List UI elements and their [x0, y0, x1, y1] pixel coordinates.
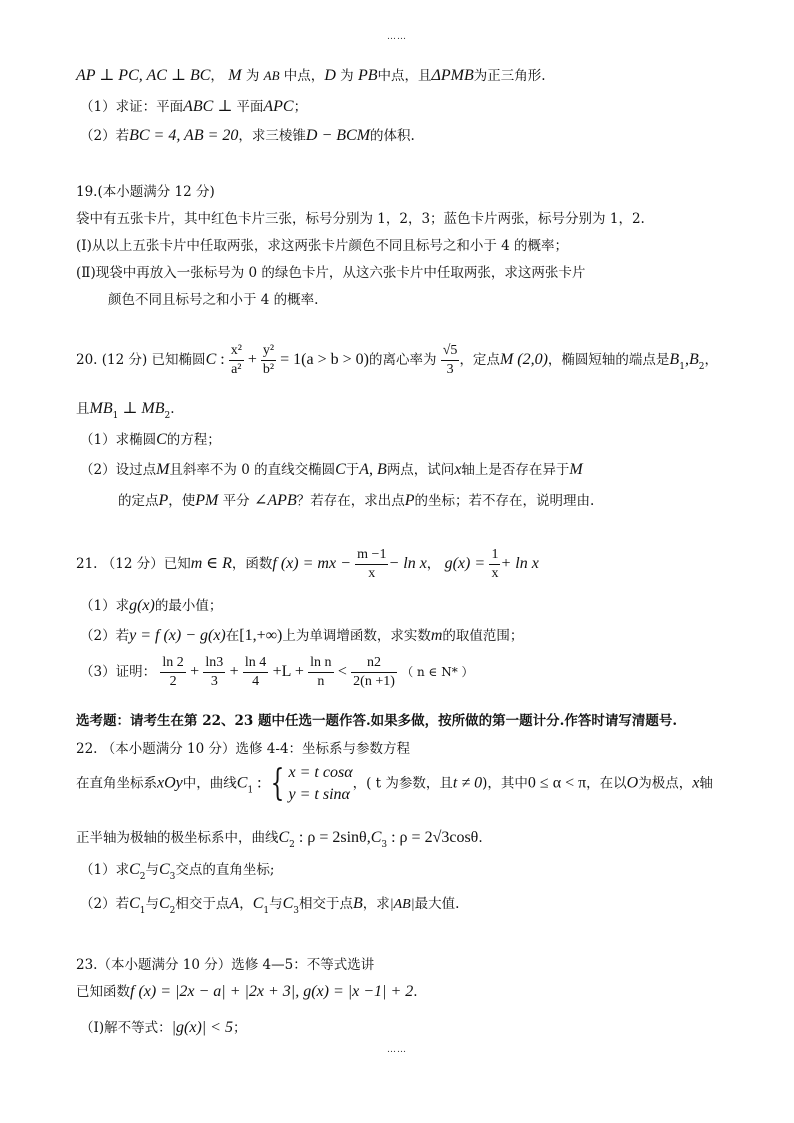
triangle-pmb: ΔPMB	[431, 67, 474, 84]
text: 为	[241, 68, 264, 84]
denominator: n	[317, 674, 325, 689]
numerator: √5	[441, 344, 460, 361]
plus: +	[229, 663, 239, 680]
text: 上为单调增函数，求实数	[282, 628, 431, 644]
alpha-range: 0 ≤ α < π	[527, 774, 587, 792]
fraction-x2-a2	[229, 344, 244, 377]
g-definition-tail: + ln x	[500, 555, 539, 572]
curve-c2: C	[278, 829, 290, 846]
denominator: 2(n +1)	[353, 674, 395, 689]
text: .	[170, 401, 175, 417]
text: 交点的直角坐标;	[175, 862, 275, 878]
text: 的最小值；	[154, 598, 223, 614]
text: （1）求	[80, 862, 130, 878]
parametric-system	[289, 762, 353, 806]
text: ，	[426, 556, 441, 572]
subscript: 3	[293, 906, 299, 916]
segment-ab: AB	[263, 68, 280, 83]
text: 与	[145, 896, 159, 912]
curve-c1: C	[252, 895, 264, 912]
point-b1: B	[669, 351, 680, 368]
q18-perp-conditions: AP ⊥ PC, AC ⊥ BC	[76, 67, 211, 84]
fraction-lnn-n	[308, 656, 333, 689]
y-expression: y = f (x) − g(x)	[129, 627, 226, 644]
c2-equation: : ρ = 2sinθ,	[294, 829, 371, 846]
numerator: 1	[489, 548, 500, 565]
q20-perp-line	[76, 397, 175, 421]
q22-part-2	[80, 892, 459, 916]
q22-stem-line	[76, 762, 713, 806]
text: 且	[76, 401, 90, 417]
text: （2）若	[80, 628, 130, 644]
subscript: 2	[139, 872, 146, 882]
q20-stem-line	[76, 344, 718, 377]
left-brace: {	[270, 763, 284, 804]
text: 的体积.	[370, 128, 415, 144]
y-equation: y = t sinα	[288, 786, 350, 803]
text: 与	[269, 896, 283, 912]
segment-pm: PM	[195, 492, 219, 509]
x-axis: x	[454, 461, 462, 478]
footer-dots: ……	[387, 1045, 407, 1055]
denominator: 4	[252, 674, 260, 689]
coordinate-system: xOy	[157, 774, 183, 792]
text: 正半轴为极轴的极坐标系中，曲线	[76, 830, 279, 846]
c3-equation: : ρ = 2√3cosθ	[387, 829, 479, 846]
text: ，	[239, 896, 253, 912]
q21-stem-line	[76, 548, 539, 581]
inequality: |g(x)| < 5	[171, 1019, 233, 1036]
fraction-n2-over-2n1	[351, 656, 397, 689]
subscript: 1	[247, 785, 254, 796]
subscript: 1	[263, 906, 270, 916]
point-p: P	[158, 492, 169, 509]
plane-abc: ABC	[183, 98, 214, 115]
q21-part-3	[80, 656, 474, 689]
q19-part-2-cont: 颜色不同且标号之和小于 4 的概率.	[108, 292, 319, 308]
numerator: ln 4	[243, 656, 268, 673]
text: （2）若	[80, 896, 130, 912]
text: （1）求椭圆	[80, 432, 157, 448]
numerator: y²	[261, 344, 276, 361]
segment-mb2: MB	[141, 400, 165, 417]
subscript: 2	[289, 840, 295, 850]
f-definition-tail: − ln x	[388, 555, 427, 572]
q21-part-2	[80, 624, 523, 645]
x-axis: x	[692, 774, 700, 792]
fraction-sqrt5-3	[441, 344, 460, 377]
sep: ，	[210, 68, 224, 84]
header-dots: ……	[387, 32, 407, 42]
perp-symbol: ⊥	[118, 400, 142, 417]
text: 且斜率不为 0 的直线交椭圆	[169, 462, 336, 478]
point-m: M	[228, 67, 242, 84]
denominator: 2	[169, 674, 177, 689]
text: ，求三棱锥	[238, 128, 306, 144]
segment-pb: PB	[357, 67, 378, 84]
angle-apb: ∠APB	[253, 492, 297, 509]
text: 的坐标；若不存在，说明理由.	[414, 493, 595, 509]
q22-title: 22. （本小题满分 10 分）选修 4-4：坐标系与参数方程	[76, 741, 411, 757]
text: ，求	[362, 896, 390, 912]
g-definition: g(x) =	[444, 555, 486, 572]
text: 中点，	[279, 68, 325, 84]
curve-c1: C	[236, 774, 248, 792]
variable-m: m	[430, 627, 443, 644]
subscript: 2	[698, 362, 705, 372]
denominator: x	[491, 566, 499, 581]
text: 的定点	[118, 493, 159, 509]
text: ，	[704, 352, 718, 368]
point-b2: B	[688, 351, 699, 368]
text: 轴	[699, 775, 713, 792]
subscript: 1	[139, 906, 146, 916]
q21-part-1	[80, 594, 222, 615]
denominator: x	[368, 566, 376, 581]
less-than: <	[337, 663, 347, 680]
fraction-y2-b2	[261, 344, 276, 377]
numerator: m −1	[355, 548, 388, 565]
curve-c3: C	[159, 861, 170, 878]
text: 在直角坐标系	[76, 775, 157, 792]
pyramid-name: D − BCM	[305, 127, 371, 144]
curve-c3: C	[370, 829, 382, 846]
text: 于	[345, 462, 360, 478]
q18-conditions-line	[76, 64, 546, 85]
abs-ab: |AB|	[389, 897, 415, 912]
text: 的取值范围；	[442, 628, 524, 644]
q23-stem	[76, 980, 418, 1001]
plus: +	[190, 663, 200, 680]
q18-part-2	[80, 124, 415, 145]
curve-c2: C	[129, 861, 140, 878]
subscript: 3	[381, 840, 388, 850]
segment-mb1: MB	[89, 400, 113, 417]
text: ，( t 为参数，且	[352, 775, 453, 792]
text: ；	[232, 1020, 247, 1036]
text: 的方程；	[166, 432, 221, 448]
subscript: 1	[112, 411, 119, 421]
perp-symbol: ⊥	[213, 98, 237, 115]
point-d: D	[324, 67, 336, 84]
comma: ,	[684, 351, 689, 368]
n-condition: （ n ∈ N* ）	[401, 665, 474, 679]
text: （3）证明：	[80, 664, 157, 680]
m-in-r: m ∈ R	[190, 555, 232, 572]
text: （Ⅰ)解不等式：	[80, 1020, 172, 1036]
text: ，定点	[459, 352, 500, 368]
fraction-ln2-2	[160, 656, 185, 689]
fraction-1-over-x	[489, 548, 500, 581]
text: 平面	[236, 99, 264, 115]
text: （2）设过点	[80, 462, 157, 478]
numerator: ln n	[308, 656, 333, 673]
equation-rhs: = 1(a > b > 0)	[276, 351, 369, 368]
text: （2）若	[80, 128, 130, 144]
text: 20. (12 分) 已知椭圆	[76, 352, 206, 368]
text: :	[253, 774, 266, 792]
q19-part-1: (Ⅰ)从以上五张卡片中任取两张，求这两张卡片颜色不同且标号之和小于 4 的概率；	[76, 238, 569, 254]
text: 已知函数	[76, 984, 130, 1000]
point-p: P	[404, 492, 415, 509]
text: ；	[293, 99, 308, 115]
text: 两点，试问	[386, 462, 455, 478]
text: 最大值.	[414, 896, 460, 912]
point-b: B	[353, 895, 363, 912]
interval: [1,+∞)	[239, 627, 283, 644]
t-not-zero: t ≠ 0	[452, 774, 483, 792]
ellipse-c: C	[205, 351, 217, 368]
points-ab: A, B	[359, 461, 387, 478]
text: .	[478, 830, 483, 846]
ellipse-c: C	[335, 461, 346, 478]
plane-apc: APC	[263, 98, 294, 115]
ellipsis-plus: +L +	[272, 663, 304, 680]
text: 相交于点	[175, 896, 230, 912]
denominator: b²	[262, 362, 275, 377]
q19-title: 19.(本小题满分 12 分)	[76, 184, 215, 200]
text: 相交于点	[299, 896, 353, 912]
text: 中，曲线	[182, 775, 237, 792]
ellipse-c: C	[156, 431, 167, 448]
fraction-ln3-3	[203, 656, 225, 689]
denominator: 3	[210, 674, 218, 689]
subscript: 2	[169, 906, 176, 916]
text: )，其中	[482, 775, 528, 792]
q19-stem: 袋中有五张卡片，其中红色卡片三张，标号分别为 1，2，3；蓝色卡片两张，标号分别为 1，2.	[76, 211, 645, 227]
g-of-x: g(x)	[129, 597, 155, 614]
text: 中点，且	[377, 68, 432, 84]
point-m: M (2,0)	[499, 351, 548, 368]
numerator: ln3	[203, 656, 225, 673]
text: ，使	[168, 493, 196, 509]
q23-title: 23.（本小题满分 10 分）选修 4—5：不等式选讲	[76, 957, 375, 973]
text: .	[413, 984, 418, 1000]
q18-part-1	[80, 95, 307, 116]
q22-polar-line	[76, 826, 483, 850]
text: ？若存在，求出点	[296, 493, 405, 509]
subscript: 2	[164, 411, 171, 421]
x-equation: x = t cosα	[288, 764, 353, 781]
q20-part-2-cont	[118, 489, 594, 510]
text: 为	[335, 68, 358, 84]
point-a: A	[229, 895, 240, 912]
denominator: 3	[446, 362, 454, 377]
subscript: 3	[169, 872, 176, 882]
text: 为极点，	[638, 775, 693, 792]
text: 在	[225, 628, 240, 644]
pole-o: O	[626, 774, 639, 792]
text: 为正三角形.	[473, 68, 546, 84]
q22-part-1	[80, 858, 274, 882]
text: 的离心率为	[368, 352, 437, 368]
text: 与	[145, 862, 159, 878]
fraction-ln4-4	[243, 656, 268, 689]
q20-part-1	[80, 428, 221, 449]
text: ，在以	[586, 775, 627, 792]
denominator: a²	[231, 362, 242, 377]
curve-c1: C	[129, 895, 140, 912]
q20-part-2	[80, 458, 583, 479]
curve-c2: C	[159, 895, 170, 912]
fraction-m-1-over-x	[355, 548, 388, 581]
text: （1）求证：平面	[80, 99, 184, 115]
text: 轴上是否存在异于	[461, 462, 570, 478]
q19-part-2: (Ⅱ)现袋中再放入一张标号为 0 的绿色卡片，从这六张卡片中任取两张，求这两张卡片	[76, 265, 586, 281]
text: ，椭圆短轴的端点是	[547, 352, 670, 368]
point-m: M	[569, 461, 583, 478]
text: ，函数	[231, 556, 273, 572]
q23-part-1	[80, 1016, 246, 1037]
numerator: n2	[351, 656, 397, 673]
plus: +	[243, 351, 261, 368]
curve-c3: C	[282, 895, 294, 912]
function-definitions: f (x) = |2x − a| + |2x + 3|, g(x) = |x −1| + 2	[130, 983, 414, 1000]
given-lengths: BC = 4, AB = 20	[129, 127, 239, 144]
point-m: M	[156, 461, 170, 478]
text: （1）求	[80, 598, 130, 614]
subscript: 1	[679, 362, 685, 372]
text: :	[216, 351, 229, 368]
text: 21. （12 分）已知	[76, 556, 191, 572]
f-definition: f (x) = mx −	[272, 555, 351, 572]
numerator: ln 2	[160, 656, 185, 673]
elective-note: 选考题：请考生在第 22、23 题中任选一题作答.如果多做，按所做的第一题计分.作答时请写清题号.	[76, 713, 678, 729]
text: 平分	[218, 493, 254, 509]
numerator: x²	[229, 344, 244, 361]
